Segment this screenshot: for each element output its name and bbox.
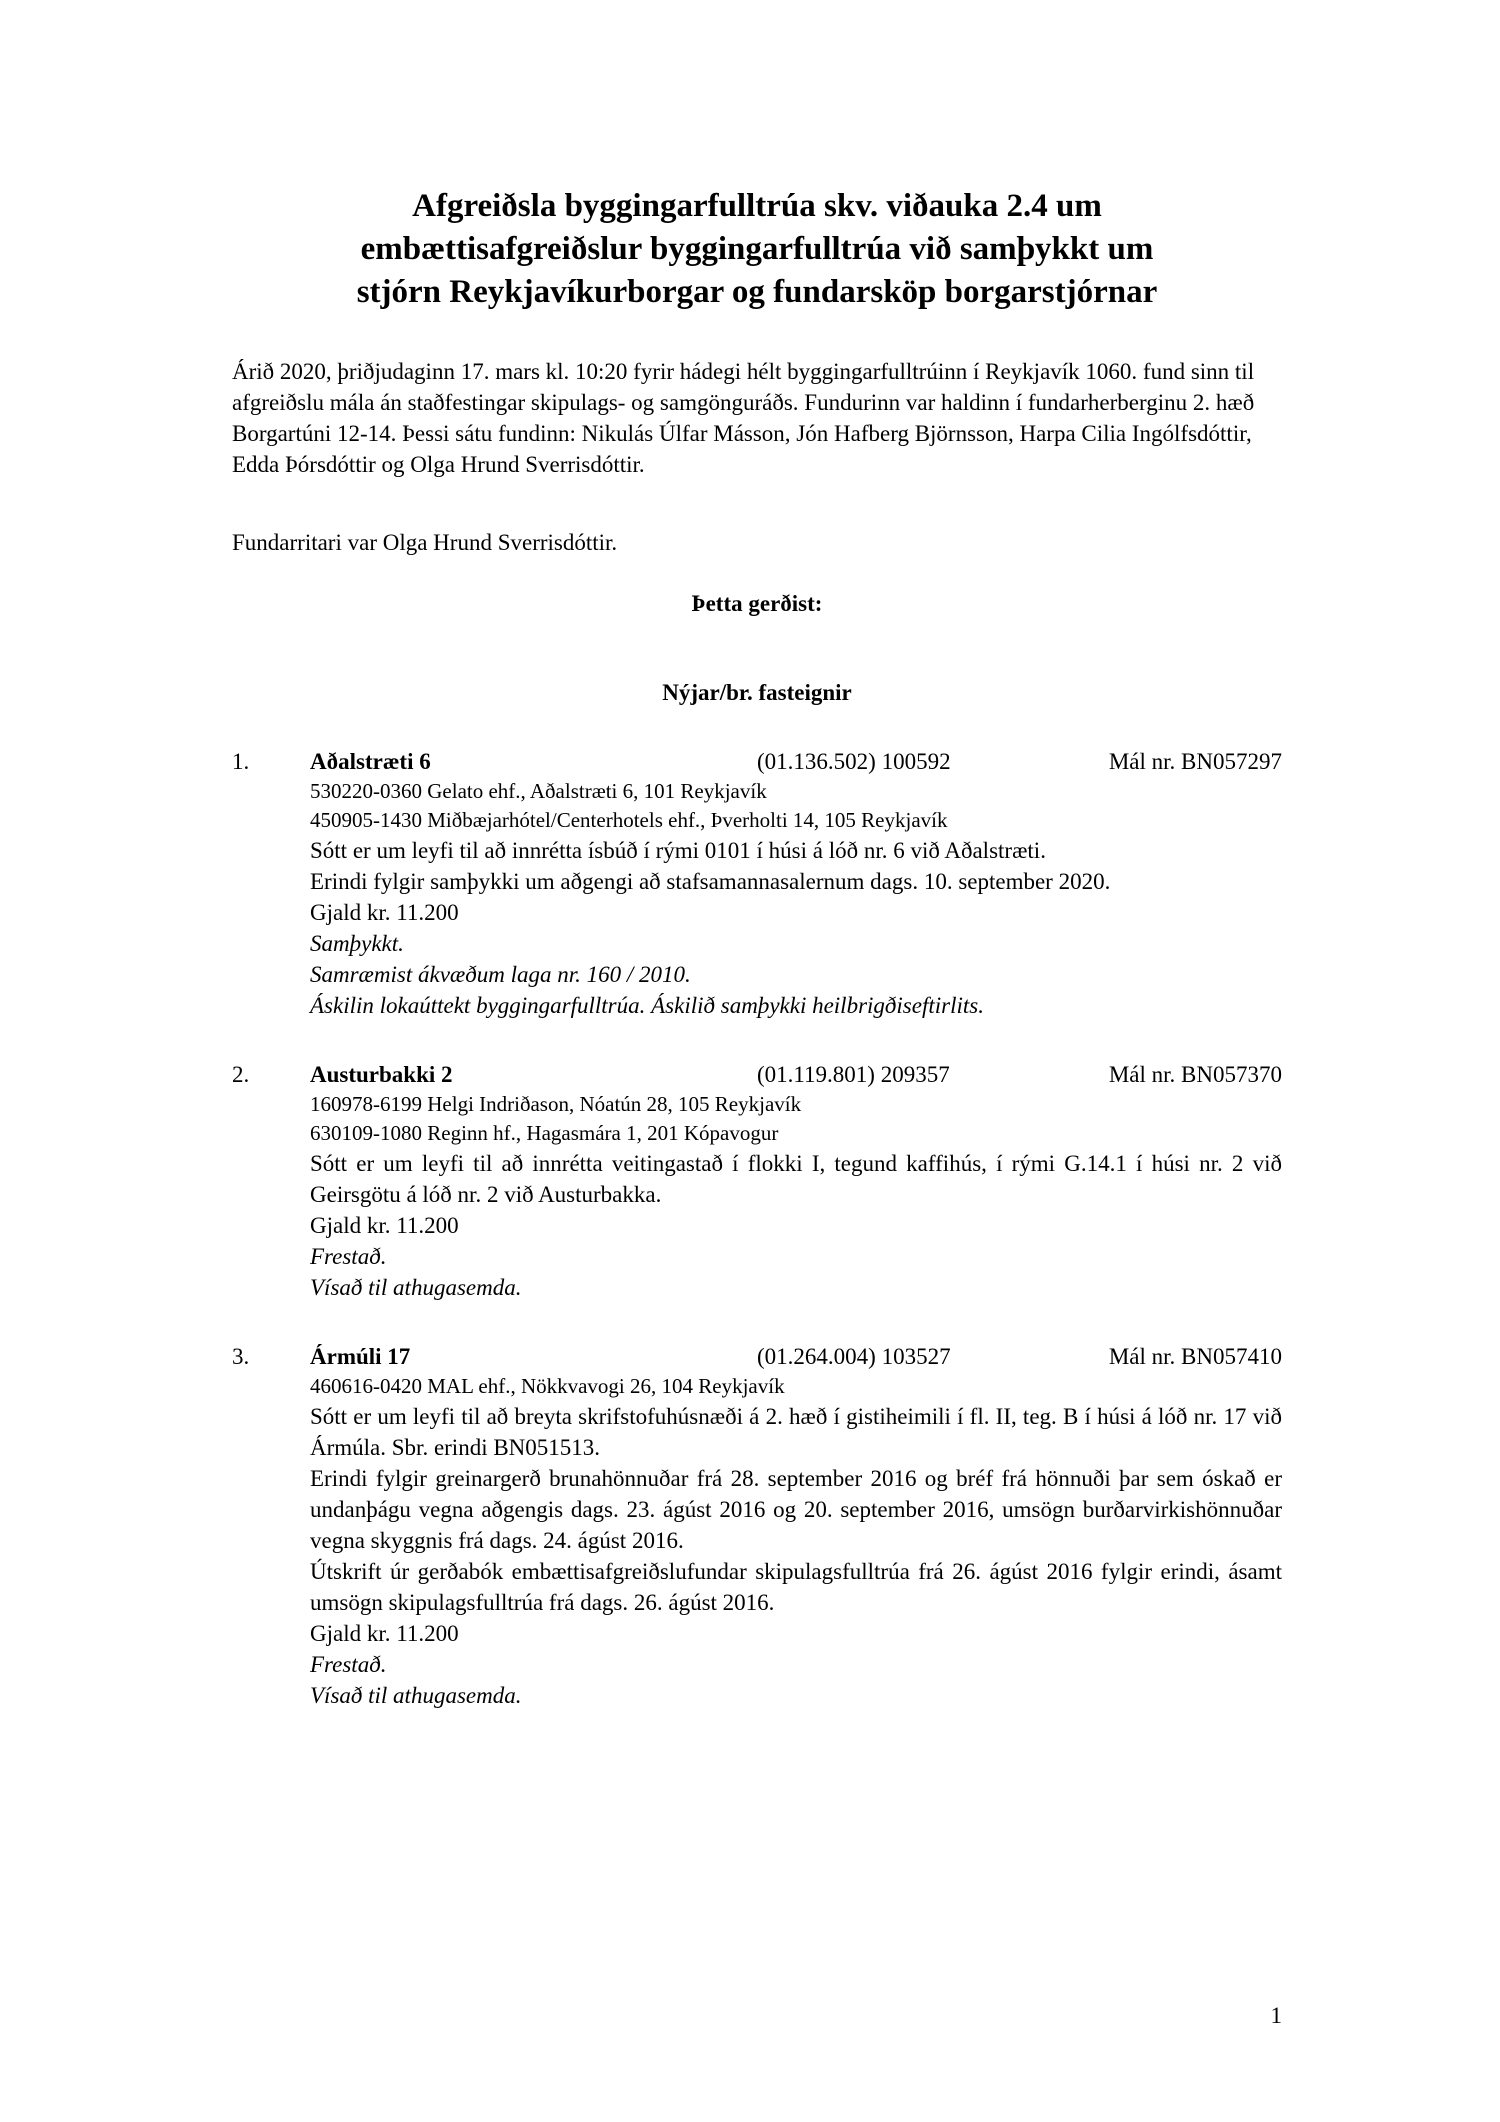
case-decision: Áskilin lokaúttekt byggingarfulltrúa. Áskilið samþykki heilbrigðiseftirlits. xyxy=(310,993,984,1018)
case-index: 3. xyxy=(232,1344,250,1369)
case-text: Gjald kr. 11.200 xyxy=(310,1621,459,1646)
case-header xyxy=(232,1341,1282,1372)
title-line-2: embættisafgreiðslur byggingarfulltrúa við samþykkt um xyxy=(360,231,1154,267)
case-party: 630109-1080 Reginn hf., Hagasmára 1, 201 Kópavogur xyxy=(310,1121,779,1145)
case-item-2 xyxy=(232,1059,1282,1303)
case-decision: Vísað til athugasemda. xyxy=(310,1683,522,1708)
case-text: Gjald kr. 11.200 xyxy=(310,1213,459,1238)
case-reference: Mál nr. BN057297 xyxy=(1108,749,1282,774)
case-body xyxy=(310,1372,1282,1711)
case-text: Útskrift úr gerðabók embættisafgreiðslufundar skipulagsfulltrúa frá 26. ágúst 2016 fylgir erindi, ásamt umsögn skipulagsfulltrúa frá dags. 26. ágúst 2016. xyxy=(310,1559,1282,1615)
case-reference: Mál nr. BN057370 xyxy=(1108,1062,1282,1087)
case-text: Gjald kr. 11.200 xyxy=(310,900,459,925)
case-item-1 xyxy=(232,746,1282,1021)
case-party: 160978-6199 Helgi Indriðason, Nóatún 28, 105 Reykjavík xyxy=(310,1092,802,1116)
case-index: 1. xyxy=(232,749,250,774)
document-content xyxy=(232,185,1282,1711)
case-address: Austurbakki 2 xyxy=(310,1062,453,1087)
title-line-1: Afgreiðsla byggingarfulltrúa skv. viðauka 2.4 um xyxy=(412,188,1102,224)
case-address: Ármúli 17 xyxy=(310,1344,411,1369)
case-text: Sótt er um leyfi til að innrétta veitingastað í flokki I, tegund kaffihús, í rými G.14.1 í húsi nr. 2 við Geirsgötu á lóð nr. 2 við Austurbakka. xyxy=(310,1151,1282,1207)
case-decision: Samþykkt. xyxy=(310,931,404,956)
page-number: 1 xyxy=(1270,2003,1282,2028)
case-decision: Frestað. xyxy=(310,1652,387,1677)
secretary-line: Fundarritari var Olga Hrund Sverrisdóttir. xyxy=(232,530,618,555)
case-property-id: (01.264.004) 103527 xyxy=(757,1344,951,1369)
case-decision: Samræmist ákvæðum laga nr. 160 / 2010. xyxy=(310,962,691,987)
document-title xyxy=(232,185,1282,314)
case-party: 460616-0420 MAL ehf., Nökkvavogi 26, 104 Reykjavík xyxy=(310,1374,785,1398)
case-body xyxy=(310,1090,1282,1303)
case-party: 450905-1430 Miðbæjarhótel/Centerhotels ehf., Þverholti 14, 105 Reykjavík xyxy=(310,808,948,832)
case-text: Erindi fylgir samþykki um aðgengi að stafsamannasalernum dags. 10. september 2020. xyxy=(310,869,1111,894)
case-property-id: (01.119.801) 209357 xyxy=(757,1062,950,1087)
case-property-id: (01.136.502) 100592 xyxy=(757,749,951,774)
case-header xyxy=(232,1059,1282,1090)
case-reference: Mál nr. BN057410 xyxy=(1108,1344,1282,1369)
case-text: Sótt er um leyfi til að breyta skrifstofuhúsnæði á 2. hæð í gistiheimili í fl. II, teg. B í húsi á lóð nr. 17 við Ármúla. Sbr. erindi BN051513. xyxy=(310,1404,1282,1460)
case-item-3 xyxy=(232,1341,1282,1711)
case-body xyxy=(310,777,1282,1021)
events-heading: Þetta gerðist: xyxy=(691,591,823,616)
case-decision: Frestað. xyxy=(310,1244,387,1269)
section-heading: Nýjar/br. fasteignir xyxy=(662,680,852,705)
case-header xyxy=(232,746,1282,777)
meeting-intro-paragraph: Árið 2020, þriðjudaginn 17. mars kl. 10:20 fyrir hádegi hélt byggingarfulltrúinn í Reykjavík 1060. fund sinn til afgreiðslu mála án staðfestingar skipulags- og samgönguráðs. Fundurinn var haldinn í fundarherberginu 2. hæð Borgartúni 12-14. Þessi sátu fundinn: Nikulás Úlfar Másson, Jón Hafberg Björnsson, Harpa Cilia Ingólfsdóttir, Edda Þórsdóttir og Olga Hrund Sverrisdóttir. xyxy=(232,359,1255,477)
title-line-3: stjórn Reykjavíkurborgar og fundarsköp borgarstjórnar xyxy=(356,274,1158,310)
case-index: 2. xyxy=(232,1062,250,1087)
case-text: Erindi fylgir greinargerð brunahönnuðar frá 28. september 2016 og bréf frá hönnuði þar sem óskað er undanþágu vegna aðgengis dags. 23. ágúst 2016 og 20. september 2016, umsögn burðarvirkishönnuðar vegna skyggnis frá dags. 24. ágúst 2016. xyxy=(310,1466,1282,1553)
case-decision: Vísað til athugasemda. xyxy=(310,1275,522,1300)
case-address: Aðalstræti 6 xyxy=(310,749,431,774)
case-text: Sótt er um leyfi til að innrétta ísbúð í rými 0101 í húsi á lóð nr. 6 við Aðalstræti. xyxy=(310,838,1046,863)
case-party: 530220-0360 Gelato ehf., Aðalstræti 6, 101 Reykjavík xyxy=(310,779,767,803)
